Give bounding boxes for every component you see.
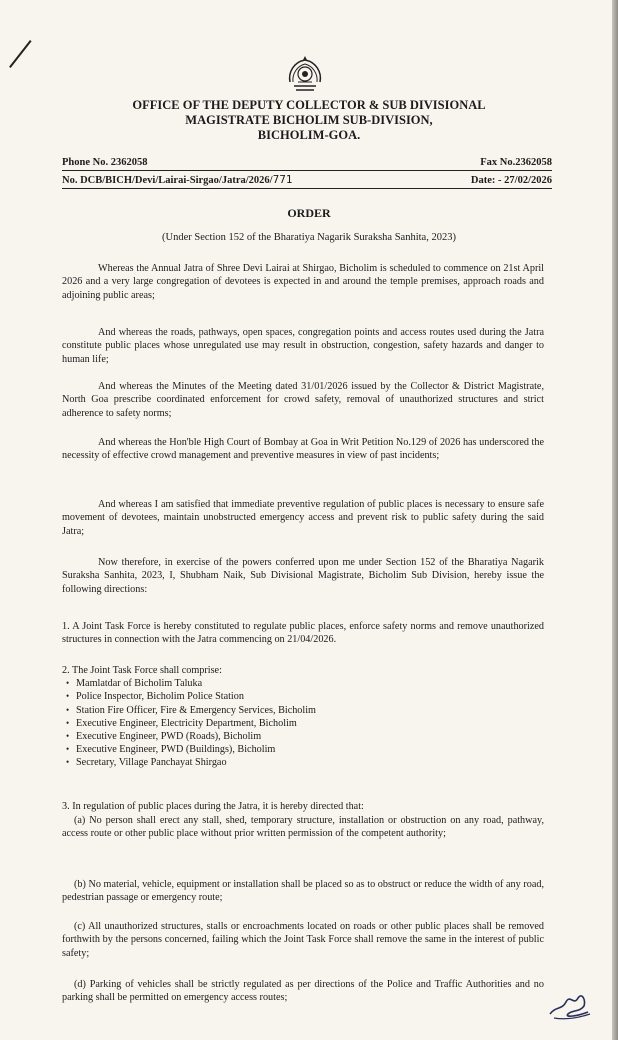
state-emblem-icon <box>282 52 328 98</box>
direction-1: 1. A Joint Task Force is hereby constituted to regulate public places, enforce safety norms and remove unauthorized structures in connection with the Jatra commencing on 21/04/2026. <box>62 621 544 646</box>
direction-3d: (d) Parking of vehicles shall be strictly regulated as per directions of the Police and Traffic Authorities and no parking shall be permitted on emergency access routes; <box>62 979 544 1004</box>
legal-section-reference: (Under Section 152 of the Bharatiya Nagarik Suraksha Sanhita, 2023) <box>162 232 456 243</box>
reference-number: No. DCB/BICH/Devi/Lairai-Sirgao/Jatra/2026/ <box>62 175 273 186</box>
direction-3c: (c) All unauthorized structures, stalls or encroachments located on roads or other public places shall be removed forthwith by the persons concerned, failing which the Joint Task Force shall remove the same in the interest of public safety; <box>62 921 544 959</box>
order-date: Date: - 27/02/2026 <box>470 175 552 186</box>
office-title-line3: BICHOLIM-GOA. <box>257 128 361 142</box>
direction-2-intro: 2. The Joint Task Force shall comprise: <box>62 665 222 676</box>
signature-initials <box>544 976 594 1026</box>
order-title: ORDER <box>287 206 331 220</box>
reference-divider <box>62 188 552 189</box>
handwritten-number: 771 <box>272 174 293 186</box>
page-edge-shadow <box>612 0 618 1040</box>
phone-number: Phone No. 2362058 <box>62 157 148 168</box>
preamble-paragraph: Whereas the Annual Jatra of Shree Devi Lairai at Shirgao, Bicholim is scheduled to commence on 21st April 2026 and a very large congregation of devotees is expected in and around the temple premises, approach roads and adjoining public areas; <box>62 263 544 301</box>
office-title-line2: MAGISTRATE BICHOLIM SUB-DIVISION, <box>185 113 433 127</box>
preamble-paragraph: And whereas I am satisfied that immediate preventive regulation of public places is necessary to ensure safe movement of devotees, maintain unobstructed emergency access and prevent risk to public safety during the said Jatra; <box>62 499 544 537</box>
reference-row <box>62 174 552 187</box>
list-item: • Secretary, Village Panchayat Shirgao <box>66 756 544 769</box>
fax-number: Fax No.2362058 <box>480 157 552 168</box>
list-item: • Executive Engineer, Electricity Department, Bicholim <box>66 717 544 730</box>
list-item: • Mamlatdar of Bicholim Taluka <box>66 677 544 690</box>
direction-3b: (b) No material, vehicle, equipment or installation shall be placed so as to obstruct or reduce the width of any road, pedestrian passage or emergency route; <box>62 879 544 904</box>
header-divider <box>62 170 552 171</box>
task-force-members <box>62 677 544 769</box>
direction-3-intro: 3. In regulation of public places during the Jatra, it is hereby directed that: <box>62 801 364 812</box>
pen-mark <box>9 40 32 68</box>
list-item: • Station Fire Officer, Fire & Emergency Services, Bicholim <box>66 704 544 717</box>
office-title-line1: OFFICE OF THE DEPUTY COLLECTOR & SUB DIVISIONAL <box>132 98 486 112</box>
direction-2 <box>62 664 544 770</box>
list-item: • Executive Engineer, PWD (Buildings), Bicholim <box>66 743 544 756</box>
preamble-paragraph: And whereas the Minutes of the Meeting dated 31/01/2026 issued by the Collector & District Magistrate, North Goa prescribe coordinated enforcement for crowd safety, removal of unauthorized structures and strict adherence to safety norms; <box>62 381 544 419</box>
operative-paragraph: Now therefore, in exercise of the powers conferred upon me under Section 152 of the Bharatiya Nagarik Suraksha Sanhita, 2023, I, Shubham Naik, Sub Divisional Magistrate, Bicholim Sub Division, hereby issue the following directions: <box>62 557 544 595</box>
preamble-paragraph: And whereas the Hon'ble High Court of Bombay at Goa in Writ Petition No.129 of 2026 has underscored the necessity of effective crowd management and preventive measures in view of past incidents; <box>62 437 544 462</box>
list-item: • Police Inspector, Bicholim Police Station <box>66 690 544 703</box>
preamble-paragraph: And whereas the roads, pathways, open spaces, congregation points and access routes used during the Jatra constitute public places whose unregulated use may result in obstruction, congestion, safety hazards and danger to human life; <box>62 327 544 365</box>
direction-3a: (a) No person shall erect any stall, shed, temporary structure, installation or obstruction on any road, pathway, access route or other public place without prior written permission of the competent authority; <box>62 815 544 840</box>
contact-row <box>62 156 552 169</box>
list-item: • Executive Engineer, PWD (Roads), Bicholim <box>66 730 544 743</box>
